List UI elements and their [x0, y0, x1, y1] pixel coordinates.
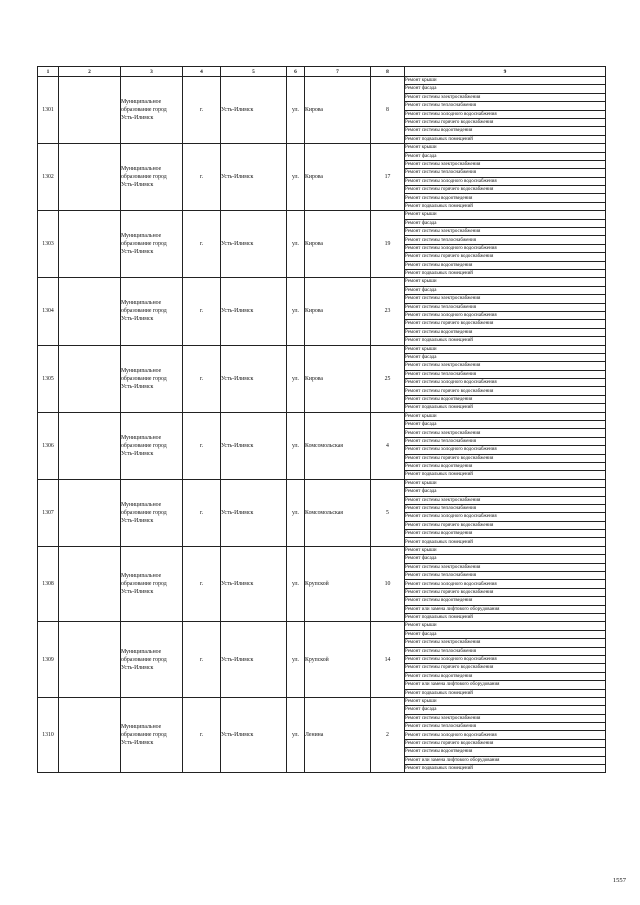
repair-work-item: Ремонт фасада	[405, 286, 606, 294]
record-number: 1303	[38, 211, 59, 278]
repair-work-item: Ремонт системы водоотведения	[405, 328, 606, 336]
repair-work-item: Ремонт системы электроснабжения	[405, 93, 606, 101]
settlement-name: Усть-Илимск	[221, 622, 287, 698]
repair-work-item: Ремонт или замена лифтового оборудования	[405, 756, 606, 764]
municipality-line: образование город	[121, 174, 167, 181]
settlement-type: г.	[183, 412, 221, 479]
municipality-line: Усть-Илимск	[121, 450, 154, 457]
repair-work-item: Ремонт крыши	[405, 77, 606, 85]
street-type: ул.	[287, 211, 305, 278]
house-number: 14	[371, 622, 405, 698]
repair-work-item: Ремонт крыши	[405, 412, 606, 420]
settlement-name: Усть-Илимск	[221, 697, 287, 773]
house-number: 25	[371, 345, 405, 412]
record-number: 1310	[38, 697, 59, 773]
empty-column-2	[59, 697, 121, 773]
municipality-cell	[121, 278, 183, 345]
repair-work-item: Ремонт крыши	[405, 345, 606, 353]
table-row	[38, 412, 606, 420]
repair-work-item: Ремонт системы холодного водоснабжения	[405, 244, 606, 252]
repair-work-item: Ремонт подвальных помещений	[405, 765, 606, 773]
municipality-line: образование город	[121, 442, 167, 449]
municipality-line: Усть-Илимск	[121, 664, 154, 671]
repair-work-item: Ремонт системы горячего водоснабжения	[405, 186, 606, 194]
street-name: Ленина	[305, 697, 371, 773]
repair-work-item: Ремонт системы электроснабжения	[405, 429, 606, 437]
empty-column-2	[59, 479, 121, 546]
table-row	[38, 278, 606, 286]
repair-work-item: Ремонт системы водоотведения	[405, 530, 606, 538]
settlement-name: Усть-Илимск	[221, 546, 287, 622]
municipality-line: образование город	[121, 732, 167, 739]
street-name: Кирова	[305, 144, 371, 211]
repair-work-item: Ремонт системы электроснабжения	[405, 295, 606, 303]
street-name: Кирова	[305, 278, 371, 345]
repair-work-item: Ремонт подвальных помещений	[405, 614, 606, 622]
repair-work-item: Ремонт системы водоотведения	[405, 127, 606, 135]
repair-work-item: Ремонт системы водоотведения	[405, 672, 606, 680]
empty-column-2	[59, 278, 121, 345]
record-number: 1301	[38, 77, 59, 144]
repair-work-item: Ремонт системы электроснабжения	[405, 714, 606, 722]
municipality-line: Муниципальное	[121, 501, 162, 508]
municipality-cell	[121, 144, 183, 211]
municipality-line: образование город	[121, 656, 167, 663]
table-row	[38, 546, 606, 554]
repair-work-item: Ремонт или замена лифтового оборудования	[405, 681, 606, 689]
table-row	[38, 622, 606, 630]
repair-work-item: Ремонт подвальных помещений	[405, 538, 606, 546]
repair-work-item: Ремонт подвальных помещений	[405, 337, 606, 345]
repair-work-item: Ремонт системы теплоснабжения	[405, 437, 606, 445]
repair-work-item: Ремонт системы холодного водоснабжения	[405, 446, 606, 454]
municipality-line: Усть-Илимск	[121, 383, 154, 390]
repair-work-item: Ремонт системы горячего водоснабжения	[405, 454, 606, 462]
repair-work-item: Ремонт крыши	[405, 697, 606, 705]
municipality-cell	[121, 479, 183, 546]
municipality-line: Усть-Илимск	[121, 517, 154, 524]
repair-work-item: Ремонт системы холодного водоснабжения	[405, 580, 606, 588]
street-type: ул.	[287, 697, 305, 773]
municipality-line: образование город	[121, 107, 167, 114]
repair-work-item: Ремонт крыши	[405, 278, 606, 286]
empty-column-2	[59, 77, 121, 144]
street-name: Комсомольская	[305, 479, 371, 546]
repair-work-item: Ремонт системы горячего водоснабжения	[405, 320, 606, 328]
col-header-6: 6	[287, 67, 305, 77]
repair-work-item: Ремонт системы холодного водоснабжения	[405, 655, 606, 663]
house-number: 23	[371, 278, 405, 345]
repair-work-item: Ремонт крыши	[405, 479, 606, 487]
municipality-line: образование город	[121, 375, 167, 382]
municipality-cell	[121, 546, 183, 622]
repair-work-item: Ремонт системы теплоснабжения	[405, 572, 606, 580]
repair-work-item: Ремонт системы теплоснабжения	[405, 723, 606, 731]
municipality-line: Муниципальное	[121, 99, 162, 106]
repair-work-item: Ремонт системы электроснабжения	[405, 639, 606, 647]
repair-work-item: Ремонт системы горячего водоснабжения	[405, 739, 606, 747]
repair-work-item: Ремонт системы водоотведения	[405, 597, 606, 605]
col-header-1: 1	[38, 67, 59, 77]
repair-work-item: Ремонт фасада	[405, 85, 606, 93]
municipality-line: Усть-Илимск	[121, 589, 154, 596]
house-number: 4	[371, 412, 405, 479]
repair-work-item: Ремонт крыши	[405, 144, 606, 152]
house-number: 10	[371, 546, 405, 622]
repair-work-item: Ремонт системы горячего водоснабжения	[405, 118, 606, 126]
record-number: 1306	[38, 412, 59, 479]
municipality-line: Усть-Илимск	[121, 740, 154, 747]
repair-work-item: Ремонт подвальных помещений	[405, 471, 606, 479]
street-type: ул.	[287, 345, 305, 412]
street-name: Кирова	[305, 345, 371, 412]
repair-work-item: Ремонт системы теплоснабжения	[405, 647, 606, 655]
settlement-name: Усть-Илимск	[221, 278, 287, 345]
record-number: 1305	[38, 345, 59, 412]
municipality-line: Муниципальное	[121, 724, 162, 731]
repair-work-item: Ремонт системы холодного водоснабжения	[405, 110, 606, 118]
repair-work-item: Ремонт подвальных помещений	[405, 689, 606, 697]
municipality-cell	[121, 622, 183, 698]
repair-work-item: Ремонт системы теплоснабжения	[405, 504, 606, 512]
record-number: 1307	[38, 479, 59, 546]
col-header-3: 3	[121, 67, 183, 77]
municipality-cell	[121, 211, 183, 278]
street-name: Крупской	[305, 546, 371, 622]
settlement-name: Усть-Илимск	[221, 412, 287, 479]
municipality-line: Муниципальное	[121, 166, 162, 173]
repair-work-item: Ремонт системы электроснабжения	[405, 563, 606, 571]
repair-work-item: Ремонт подвальных помещений	[405, 135, 606, 143]
repair-work-item: Ремонт фасада	[405, 706, 606, 714]
municipality-line: Муниципальное	[121, 233, 162, 240]
repair-work-item: Ремонт системы холодного водоснабжения	[405, 513, 606, 521]
street-name: Кирова	[305, 211, 371, 278]
street-type: ул.	[287, 479, 305, 546]
street-type: ул.	[287, 144, 305, 211]
municipality-cell	[121, 77, 183, 144]
register-sheet	[37, 66, 605, 773]
house-number: 2	[371, 697, 405, 773]
settlement-type: г.	[183, 144, 221, 211]
municipality-cell	[121, 697, 183, 773]
record-number: 1302	[38, 144, 59, 211]
street-name: Комсомольская	[305, 412, 371, 479]
settlement-name: Усть-Илимск	[221, 77, 287, 144]
record-number: 1309	[38, 622, 59, 698]
repair-work-item: Ремонт системы холодного водоснабжения	[405, 379, 606, 387]
record-number: 1304	[38, 278, 59, 345]
repair-work-item: Ремонт системы теплоснабжения	[405, 236, 606, 244]
repair-work-item: Ремонт фасада	[405, 630, 606, 638]
col-header-7: 7	[305, 67, 371, 77]
repair-work-item: Ремонт системы водоотведения	[405, 395, 606, 403]
municipality-line: Муниципальное	[121, 573, 162, 580]
repair-work-item: Ремонт фасада	[405, 152, 606, 160]
empty-column-2	[59, 622, 121, 698]
street-type: ул.	[287, 77, 305, 144]
settlement-type: г.	[183, 479, 221, 546]
repair-work-item: Ремонт фасада	[405, 555, 606, 563]
settlement-type: г.	[183, 77, 221, 144]
repair-work-item: Ремонт фасада	[405, 219, 606, 227]
repair-work-item: Ремонт системы холодного водоснабжения	[405, 731, 606, 739]
repair-work-item: Ремонт крыши	[405, 211, 606, 219]
municipality-line: Муниципальное	[121, 648, 162, 655]
repair-work-item: Ремонт системы теплоснабжения	[405, 102, 606, 110]
street-type: ул.	[287, 278, 305, 345]
record-number: 1308	[38, 546, 59, 622]
repair-work-item: Ремонт системы горячего водоснабжения	[405, 588, 606, 596]
empty-column-2	[59, 546, 121, 622]
repair-program-table	[37, 66, 606, 773]
table-row	[38, 345, 606, 353]
repair-work-item: Ремонт системы электроснабжения	[405, 228, 606, 236]
repair-work-item: Ремонт системы теплоснабжения	[405, 303, 606, 311]
table-row	[38, 144, 606, 152]
page-number: 1557	[612, 877, 626, 884]
table-row	[38, 77, 606, 85]
street-type: ул.	[287, 412, 305, 479]
settlement-type: г.	[183, 622, 221, 698]
repair-work-item: Ремонт системы горячего водоснабжения	[405, 387, 606, 395]
repair-work-item: Ремонт системы электроснабжения	[405, 362, 606, 370]
table-row	[38, 697, 606, 705]
repair-work-item: Ремонт или замена лифтового оборудования	[405, 605, 606, 613]
repair-work-item: Ремонт подвальных помещений	[405, 404, 606, 412]
municipality-line: образование город	[121, 509, 167, 516]
settlement-type: г.	[183, 546, 221, 622]
repair-work-item: Ремонт системы холодного водоснабжения	[405, 177, 606, 185]
repair-work-item: Ремонт системы холодного водоснабжения	[405, 311, 606, 319]
municipality-line: Муниципальное	[121, 300, 162, 307]
repair-work-item: Ремонт подвальных помещений	[405, 269, 606, 277]
municipality-line: Муниципальное	[121, 367, 162, 374]
col-header-8: 8	[371, 67, 405, 77]
empty-column-2	[59, 412, 121, 479]
empty-column-2	[59, 211, 121, 278]
municipality-line: Усть-Илимск	[121, 249, 154, 256]
house-number: 17	[371, 144, 405, 211]
municipality-cell	[121, 345, 183, 412]
col-header-4: 4	[183, 67, 221, 77]
col-header-2: 2	[59, 67, 121, 77]
col-header-5: 5	[221, 67, 287, 77]
municipality-line: образование город	[121, 581, 167, 588]
municipality-line: Усть-Илимск	[121, 316, 154, 323]
street-name: Кирова	[305, 77, 371, 144]
settlement-name: Усть-Илимск	[221, 479, 287, 546]
repair-work-item: Ремонт системы водоотведения	[405, 462, 606, 470]
settlement-name: Усть-Илимск	[221, 144, 287, 211]
municipality-line: образование город	[121, 241, 167, 248]
house-number: 5	[371, 479, 405, 546]
col-header-9: 9	[405, 67, 606, 77]
municipality-line: образование город	[121, 308, 167, 315]
repair-work-item: Ремонт системы водоотведения	[405, 261, 606, 269]
repair-work-item: Ремонт системы водоотведения	[405, 194, 606, 202]
repair-work-item: Ремонт крыши	[405, 622, 606, 630]
empty-column-2	[59, 144, 121, 211]
repair-work-item: Ремонт фасада	[405, 421, 606, 429]
house-number: 19	[371, 211, 405, 278]
table-body	[38, 77, 606, 773]
repair-work-item: Ремонт подвальных помещений	[405, 202, 606, 210]
repair-work-item: Ремонт системы теплоснабжения	[405, 169, 606, 177]
settlement-type: г.	[183, 345, 221, 412]
repair-work-item: Ремонт системы электроснабжения	[405, 160, 606, 168]
repair-work-item: Ремонт системы водоотведения	[405, 748, 606, 756]
settlement-name: Усть-Илимск	[221, 345, 287, 412]
municipality-cell	[121, 412, 183, 479]
house-number: 8	[371, 77, 405, 144]
street-name: Крупской	[305, 622, 371, 698]
repair-work-item: Ремонт системы горячего водоснабжения	[405, 253, 606, 261]
table-row	[38, 211, 606, 219]
settlement-type: г.	[183, 211, 221, 278]
municipality-line: Усть-Илимск	[121, 115, 154, 122]
repair-work-item: Ремонт фасада	[405, 353, 606, 361]
municipality-line: Усть-Илимск	[121, 182, 154, 189]
settlement-type: г.	[183, 278, 221, 345]
street-type: ул.	[287, 546, 305, 622]
repair-work-item: Ремонт системы электроснабжения	[405, 496, 606, 504]
repair-work-item: Ремонт фасада	[405, 488, 606, 496]
street-type: ул.	[287, 622, 305, 698]
empty-column-2	[59, 345, 121, 412]
repair-work-item: Ремонт системы горячего водоснабжения	[405, 664, 606, 672]
repair-work-item: Ремонт системы теплоснабжения	[405, 370, 606, 378]
repair-work-item: Ремонт крыши	[405, 546, 606, 554]
settlement-type: г.	[183, 697, 221, 773]
repair-work-item: Ремонт системы горячего водоснабжения	[405, 521, 606, 529]
settlement-name: Усть-Илимск	[221, 211, 287, 278]
column-number-row	[38, 67, 606, 77]
municipality-line: Муниципальное	[121, 434, 162, 441]
table-row	[38, 479, 606, 487]
